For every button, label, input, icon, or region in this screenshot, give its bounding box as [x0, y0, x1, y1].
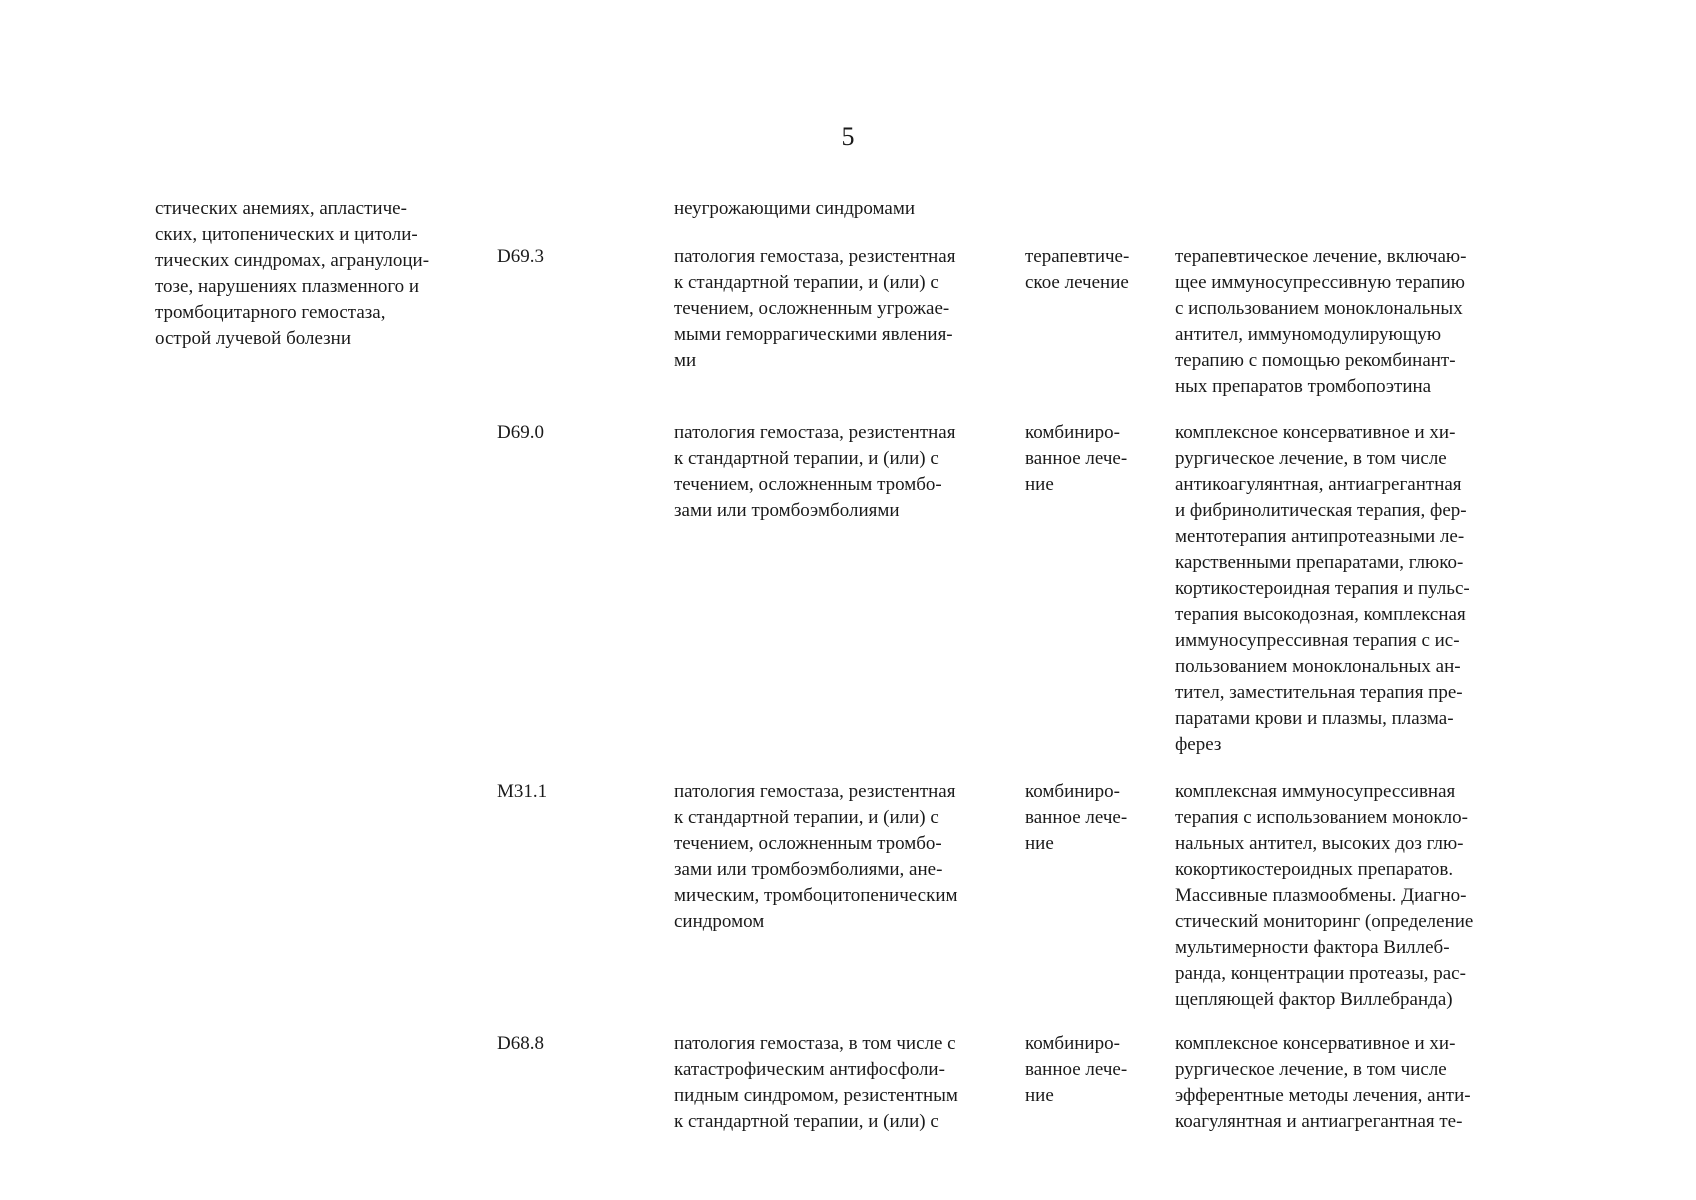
row-3-treatment-type: комбиниро- ванное лече- ние — [1025, 781, 1128, 854]
row-1-method: терапевтическое лечение, включаю- щее иммуносупрессивную терапию с использованием моноклональных антител, иммуномодулирующую терапию с помощью рекомбинант- ных препаратов тромбопоэтина — [1175, 246, 1467, 397]
row-3-model: патология гемостаза, резистентная к стандартной терапии, и (или) с течением, осложненным тромбо- зами или тромбоэмболиями, ане- мическим, тромбоцитопеническим синдромом — [674, 781, 958, 932]
row-2-code: D69.0 — [497, 422, 544, 443]
row-1-model: патология гемостаза, резистентная к стандартной терапии, и (или) с течением, осложненным угрожае- мыми геморрагическими явления- ми — [674, 246, 956, 371]
row-4-model: патология гемостаза, в том числе с катастрофическим антифосфоли- пидным синдромом, резистентным к стандартной терапии, и (или) с — [674, 1033, 958, 1132]
row-4-code: D68.8 — [497, 1033, 544, 1054]
row-3-method: комплексная иммуносупрессивная терапия с использованием монокло- нальных антител, высоких доз глю- кокортикостероидных препаратов. Массивные плазмообмены. Диагно- стический мониторинг (определение мультимерности фактора Виллеб- ранда, концентрации протеазы, рас- щепляющей фактор Виллебранда) — [1175, 781, 1474, 1010]
profile-description: стических анемиях, апластиче- ских, цитопенических и цитоли- тических синдромах, агранулоци- тозе, нарушениях плазменного и тромбоцитарного гемостаза, острой лучевой болезни — [155, 198, 430, 349]
row-2-treatment-type: комбиниро- ванное лече- ние — [1025, 422, 1128, 495]
row-2-method: комплексное консервативное и хи- рургическое лечение, в том числе антикоагулянтная, антиагрегантная и фибринолитическая терапия, фер- ментотерапия антипротеазными ле- карственными препаратами, глюко- кортикостероидная терапия и пульс- терапия высокодозная, комплексная иммуносупрессивная терапия с ис- пользованием моноклональных ан- тител, заместительная терапия пре- паратами крови и плазмы, плазма- ферез — [1175, 422, 1470, 755]
row-1-treatment-type: терапевтиче- ское лечение — [1025, 246, 1130, 293]
row-4-method: комплексное консервативное и хи- рургическое лечение, в том числе эфферентные методы лечения, анти- коагулянтная и антиагрегантная те- — [1175, 1033, 1471, 1132]
model-continuation: неугрожающими синдромами — [674, 198, 916, 219]
row-4-treatment-type: комбиниро- ванное лече- ние — [1025, 1033, 1128, 1106]
row-3-code: M31.1 — [497, 781, 548, 802]
row-2-model: патология гемостаза, резистентная к стандартной терапии, и (или) с течением, осложненным тромбо- зами или тромбоэмболиями — [674, 422, 956, 521]
row-1-code: D69.3 — [497, 246, 544, 267]
page-number: 5 — [841, 122, 855, 151]
